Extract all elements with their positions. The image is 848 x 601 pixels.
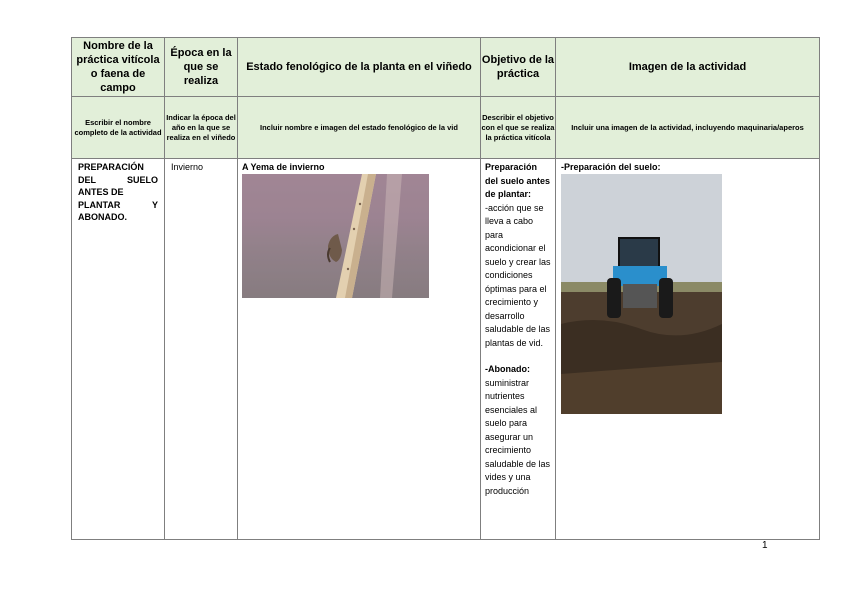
header-practice-name: Nombre de la práctica vitícola o faena de campo — [72, 38, 165, 97]
header-row — [72, 38, 820, 97]
practice-name-line: ANTES DE — [78, 187, 124, 197]
fertilizer-text: suministrar nutrientes esenciales al suelo para asegurar un crecimiento saludable de las vides y una producción — [485, 377, 551, 496]
subheader-objective: Describir el objetivo con el que se realiza la práctica vitícola — [481, 97, 556, 159]
subheader-image: Incluir una imagen de la actividad, incluyendo maquinaria/aperos — [556, 97, 820, 159]
subheader-season: Indicar la época del año en la que se realiza en el viñedo — [165, 97, 238, 159]
phenology-label: A Yema de invierno — [242, 162, 325, 172]
practice-name-line: ABONADO. — [78, 212, 127, 222]
practice-name-line: DEL SUELO — [78, 174, 158, 185]
subheader-phenology: Incluir nombre e imagen del estado fenológico de la vid — [238, 97, 481, 159]
winter-bud-image — [242, 174, 429, 298]
page-number: 1 — [762, 540, 768, 551]
tractor-illustration — [561, 174, 722, 414]
season-value: Invierno — [171, 162, 204, 172]
practice-name-line: PREPARACIÓN — [78, 162, 144, 172]
header-season: Época en la que se realiza — [165, 38, 238, 97]
fertilizer-title: -Abonado: — [485, 364, 530, 374]
subheader-row — [72, 97, 820, 159]
winter-bud-illustration — [242, 174, 429, 298]
subheader-practice-name: Escribir el nombre completo de la actividad — [72, 97, 165, 159]
header-objective: Objetivo de la práctica — [481, 38, 556, 97]
objective-cell — [481, 159, 556, 540]
practice-name-cell — [72, 159, 165, 540]
objective-title: Preparación del suelo antes de plantar: — [485, 162, 551, 199]
header-image: Imagen de la actividad — [556, 38, 820, 97]
table-row — [72, 159, 820, 540]
activity-image-label: -Preparación del suelo: — [561, 162, 661, 172]
header-phenology: Estado fenológico de la planta en el viñedo — [238, 38, 481, 97]
activity-table — [71, 37, 820, 540]
objective-text: -acción que se lleva a cabo para acondicionar el suelo y crear las condiciones óptimas para el crecimiento y desarrollo saludable de las plantas de vid. — [485, 202, 551, 348]
phenology-cell — [238, 159, 481, 540]
tractor-image — [561, 174, 722, 414]
practice-name-line: PLANTAR Y — [78, 199, 158, 210]
season-cell — [165, 159, 238, 540]
activity-image-cell — [556, 159, 820, 540]
